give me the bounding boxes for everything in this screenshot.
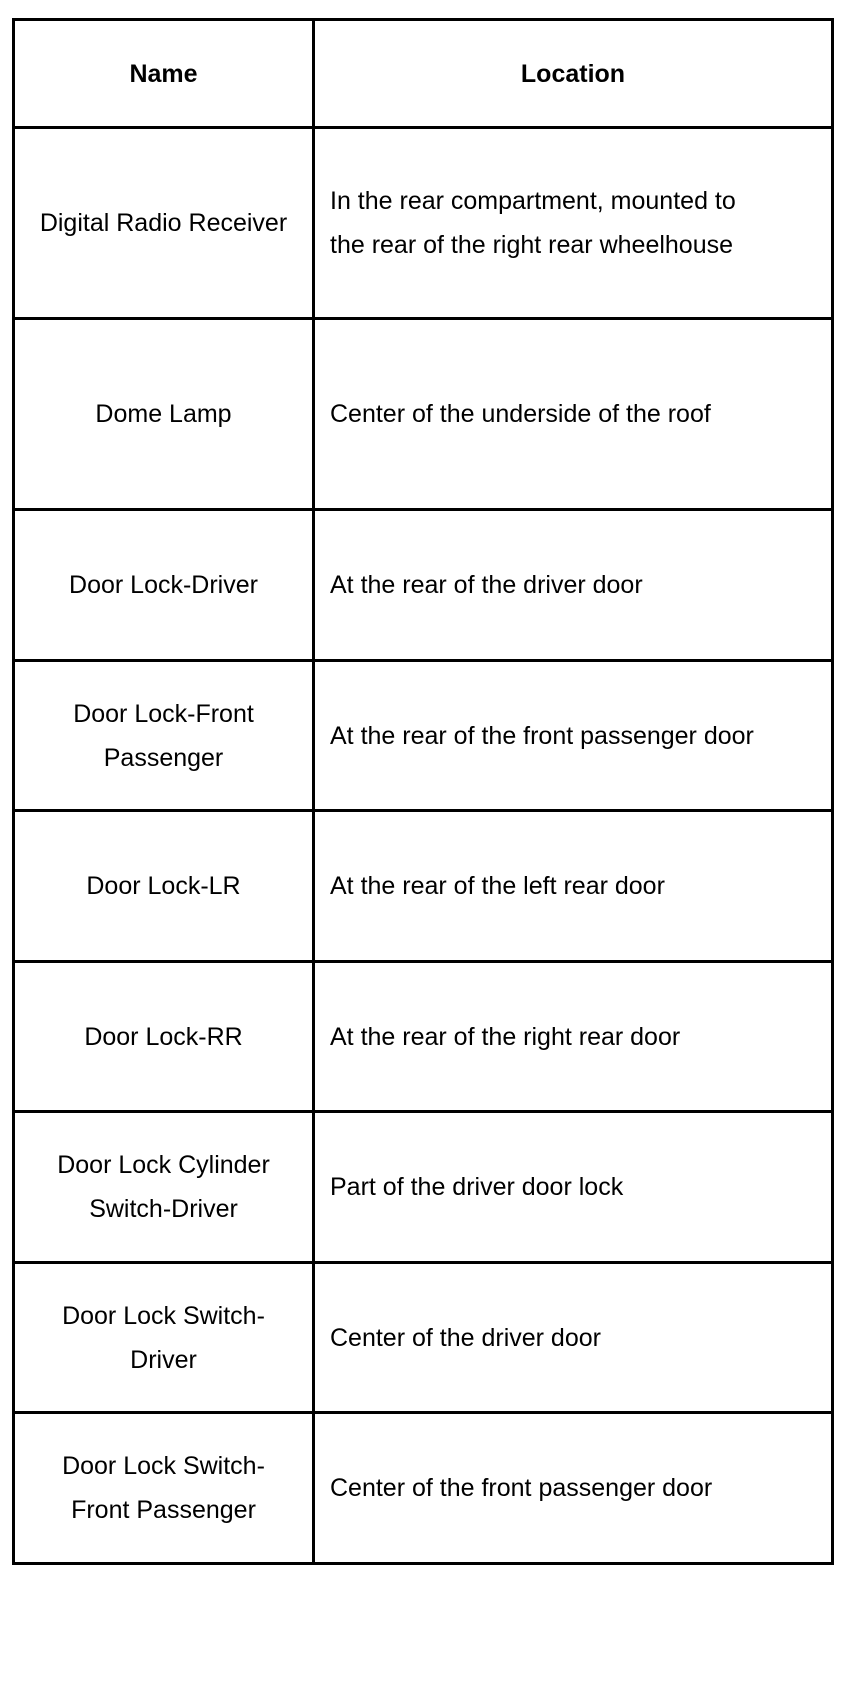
component-name: Dome Lamp — [14, 319, 314, 510]
component-name: Door Lock-Driver — [14, 510, 314, 661]
component-location: Part of the driver door lock — [314, 1112, 833, 1263]
component-name: Door Lock Cylinder Switch-Driver — [14, 1112, 314, 1263]
table-row — [14, 661, 833, 811]
location-column-header: Location — [314, 20, 833, 128]
component-location: In the rear compartment, mounted to the rear of the right rear wheelhouse — [314, 128, 833, 319]
table-row — [14, 1112, 833, 1263]
component-location: Center of the underside of the roof — [314, 319, 833, 510]
table-row — [14, 319, 833, 510]
component-name: Door Lock-LR — [14, 811, 314, 962]
table-row — [14, 510, 833, 661]
component-location: At the rear of the right rear door — [314, 962, 833, 1112]
component-name: Digital Radio Receiver — [14, 128, 314, 319]
table-row — [14, 128, 833, 319]
name-column-header: Name — [14, 20, 314, 128]
component-location-table — [12, 18, 834, 1565]
component-location: At the rear of the front passenger door — [314, 661, 833, 811]
table-header-row — [14, 20, 833, 128]
component-name: Door Lock Switch-Front Passenger — [14, 1413, 314, 1564]
table-row — [14, 1263, 833, 1413]
component-name: Door Lock-RR — [14, 962, 314, 1112]
table-row — [14, 811, 833, 962]
table-row — [14, 1413, 833, 1564]
component-location: Center of the front passenger door — [314, 1413, 833, 1564]
table-row — [14, 962, 833, 1112]
component-name: Door Lock Switch-Driver — [14, 1263, 314, 1413]
component-location: Center of the driver door — [314, 1263, 833, 1413]
component-location: At the rear of the driver door — [314, 510, 833, 661]
component-location: At the rear of the left rear door — [314, 811, 833, 962]
component-name: Door Lock-Front Passenger — [14, 661, 314, 811]
